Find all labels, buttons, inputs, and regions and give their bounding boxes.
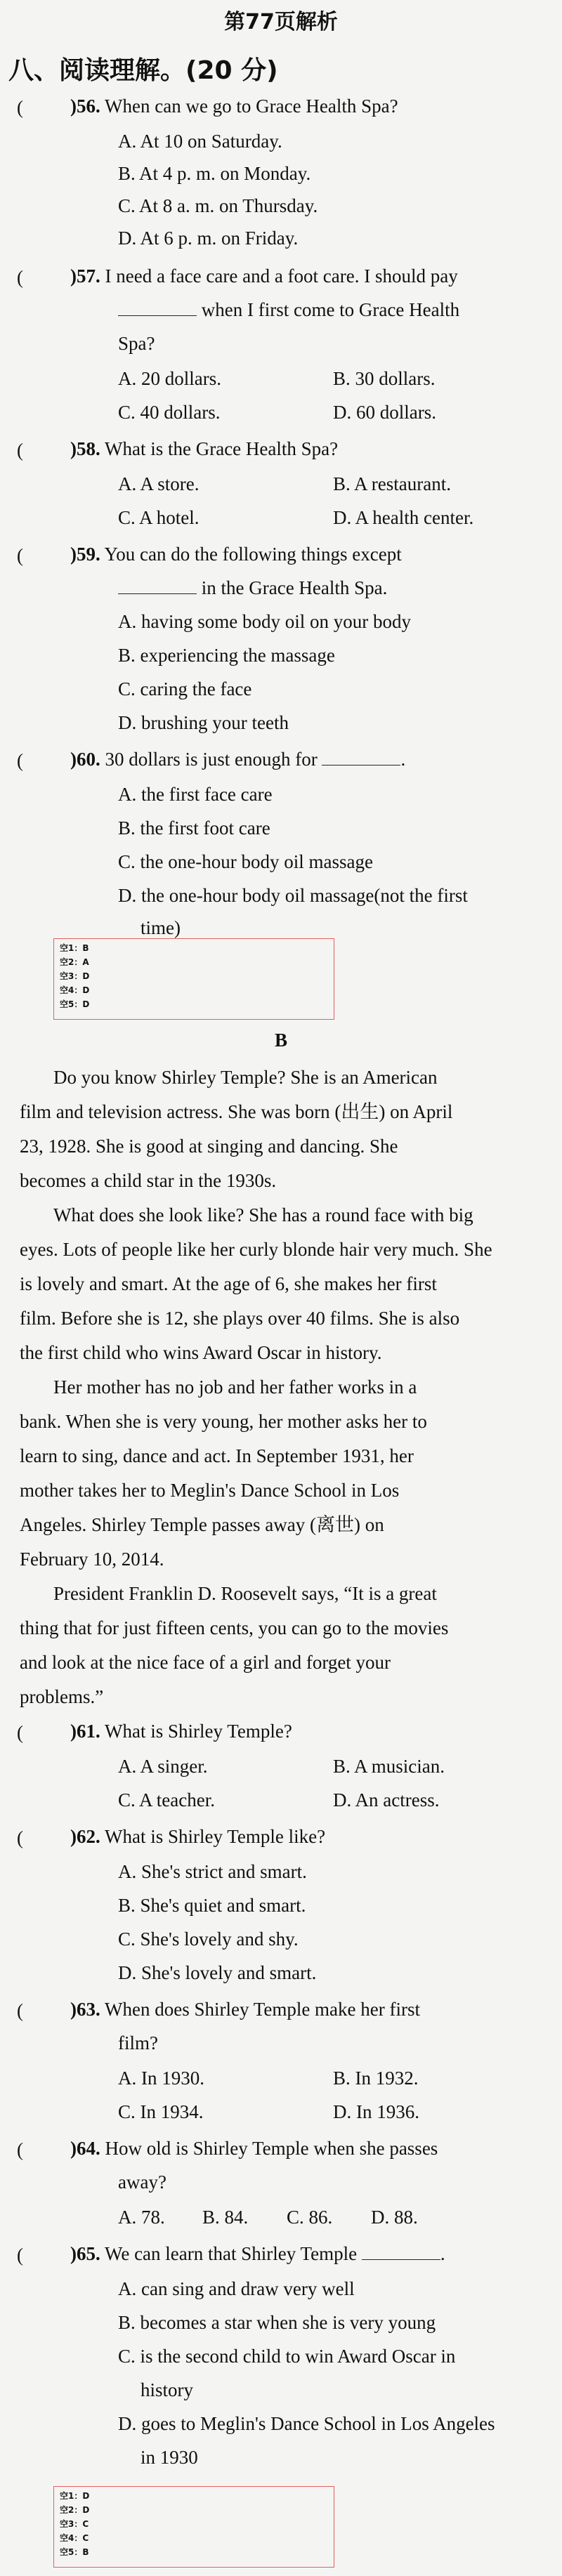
question-number: )65. xyxy=(70,2243,100,2264)
question-text: I need a face care and a foot care. I should pay xyxy=(105,265,458,287)
option: D. In 1936. xyxy=(333,2101,419,2122)
option: C. 40 dollars. xyxy=(118,402,221,423)
answer-key-item: 空5：D xyxy=(60,999,90,1009)
option: A. 78. xyxy=(118,2207,165,2228)
question-text: What is Shirley Temple like? xyxy=(105,1826,326,1847)
option: A. In 1930. xyxy=(118,2068,204,2089)
option: C. the one-hour body oil massage xyxy=(118,851,373,872)
question-text: when I first come to Grace Health xyxy=(197,299,460,320)
option: A. can sing and draw very well xyxy=(118,2278,355,2299)
question-number: )59. xyxy=(70,544,100,565)
option: B. experiencing the massage xyxy=(118,645,335,666)
answer-paren: ( xyxy=(17,2245,23,2266)
answer-key-item: 空1：B xyxy=(60,943,89,953)
option: D. At 6 p. m. on Friday. xyxy=(118,228,299,249)
option: B. At 4 p. m. on Monday. xyxy=(118,163,311,184)
question-text: away? xyxy=(118,2171,166,2193)
option: D. 60 dollars. xyxy=(333,402,436,423)
option: B. 84. xyxy=(202,2207,249,2228)
option: C. 86. xyxy=(287,2207,333,2228)
option: D. goes to Meglin's Dance School in Los Angeles xyxy=(118,2413,495,2434)
option: D. brushing your teeth xyxy=(118,712,289,733)
question-text: When can we go to Grace Health Spa? xyxy=(105,96,398,117)
option: A. 20 dollars. xyxy=(118,368,221,389)
option: C. At 8 a. m. on Thursday. xyxy=(118,195,318,216)
answer-paren: ( xyxy=(17,2139,23,2160)
question-number: )60. xyxy=(70,749,100,770)
answer-paren: ( xyxy=(17,545,23,566)
answer-paren: ( xyxy=(17,267,23,288)
option: A. the first face care xyxy=(118,784,273,805)
fill-blank xyxy=(362,2242,440,2260)
answer-paren: ( xyxy=(17,1722,23,1743)
option: D. 88. xyxy=(371,2207,418,2228)
question-text: You can do the following things except xyxy=(104,544,402,565)
option: D. She's lovely and smart. xyxy=(118,1962,317,1983)
answer-key-item: 空4：C xyxy=(60,2533,89,2543)
answer-paren: ( xyxy=(17,440,23,461)
option: time) xyxy=(140,917,181,938)
option: D. A health center. xyxy=(333,507,474,528)
question-text: Spa? xyxy=(118,333,155,354)
option: A. She's strict and smart. xyxy=(118,1861,307,1882)
answer-paren: ( xyxy=(17,97,23,118)
option: history xyxy=(140,2379,194,2400)
question-text: 30 dollars is just enough for xyxy=(105,749,318,770)
option: C. caring the face xyxy=(118,678,252,699)
option: A. At 10 on Saturday. xyxy=(118,131,282,152)
answer-paren: ( xyxy=(17,2000,23,2021)
answer-key-item: 空2：D xyxy=(60,2505,90,2515)
answer-key-item: 空2：A xyxy=(60,957,89,967)
option: A. having some body oil on your body xyxy=(118,611,411,632)
question-text: . xyxy=(440,2243,445,2264)
answer-key-box xyxy=(53,2486,334,2568)
page-title: 第77页解析 xyxy=(224,10,338,34)
question-number: )58. xyxy=(70,438,100,459)
question-text: film? xyxy=(118,2032,158,2053)
option: B. 30 dollars. xyxy=(333,368,436,389)
option: C. is the second child to win Award Oscar in xyxy=(118,2346,456,2367)
answer-key-item: 空3：C xyxy=(60,2519,89,2529)
answer-key-item: 空3：D xyxy=(60,971,90,981)
option: B. becomes a star when she is very young xyxy=(118,2312,436,2333)
question-number: )63. xyxy=(70,1999,100,2020)
fill-blank xyxy=(118,577,197,594)
answer-key-item: 空1：D xyxy=(60,2491,90,2501)
option: C. A hotel. xyxy=(118,507,200,528)
question-number: )56. xyxy=(70,96,100,117)
question-text: When does Shirley Temple make her first xyxy=(105,1999,420,2020)
question-number: )57. xyxy=(70,265,100,287)
option: C. In 1934. xyxy=(118,2101,204,2122)
question-text: What is Shirley Temple? xyxy=(105,1721,292,1742)
fill-blank xyxy=(118,298,197,316)
option: B. A restaurant. xyxy=(333,473,451,494)
question-text: How old is Shirley Temple when she passes xyxy=(105,2138,438,2159)
answer-key-item: 空4：D xyxy=(60,985,90,995)
option: A. A store. xyxy=(118,473,200,494)
option: C. She's lovely and shy. xyxy=(118,1928,299,1950)
option: in 1930 xyxy=(140,2447,198,2468)
question-text: We can learn that Shirley Temple xyxy=(105,2243,358,2264)
answer-key-item: 空5：B xyxy=(60,2547,89,2557)
option: B. the first foot care xyxy=(118,817,270,839)
option: A. A singer. xyxy=(118,1756,208,1777)
answer-paren: ( xyxy=(17,1827,23,1848)
answer-paren: ( xyxy=(17,750,23,771)
option: B. A musician. xyxy=(333,1756,445,1777)
passage-paragraph: Do you know Shirley Temple? She is an American film and television actress. She was born (出生) on April 23, 1928. She is good at singing and dancing. She becomes a child star in the 1930s. What does she look like? She has a round face with big eyes. Lots of people like her curly blonde hair very much. She is lovely and smart. At the age of 6, she makes her first film. Before she is 12, she plays over 40 films. She is also the first child who wins Award Oscar in history. Her mother has no job and her father works in a bank. When she is very young, her mother asks her to learn to sing, dance and act. In September 1931, her mother takes her to Meglin's Dance School in Los Angeles. Shirley Temple passes away (离世) on February 10, 2014. President Franklin D. Roosevelt says, “It is a great thing that for just fifteen cents, you can go to the movies and look at the nice face of a girl and forget your problems.” xyxy=(20,1067,492,1707)
question-number: )62. xyxy=(70,1826,100,1847)
option: D. An actress. xyxy=(333,1789,440,1811)
option: D. the one-hour body oil massage(not the first xyxy=(118,885,468,906)
fill-blank xyxy=(322,748,400,765)
question-number: )61. xyxy=(70,1721,100,1742)
answer-key-box xyxy=(53,938,334,1020)
question-text: What is the Grace Health Spa? xyxy=(105,438,339,459)
question-number: )64. xyxy=(70,2138,100,2159)
option: C. A teacher. xyxy=(118,1789,215,1811)
section-title: 八、阅读理解。(20 分) xyxy=(8,56,278,85)
passage-heading: B xyxy=(274,1030,287,1051)
question-text: in the Grace Health Spa. xyxy=(197,577,388,598)
question-text: . xyxy=(400,749,406,770)
option: B. In 1932. xyxy=(333,2068,419,2089)
option: B. She's quiet and smart. xyxy=(118,1895,306,1916)
